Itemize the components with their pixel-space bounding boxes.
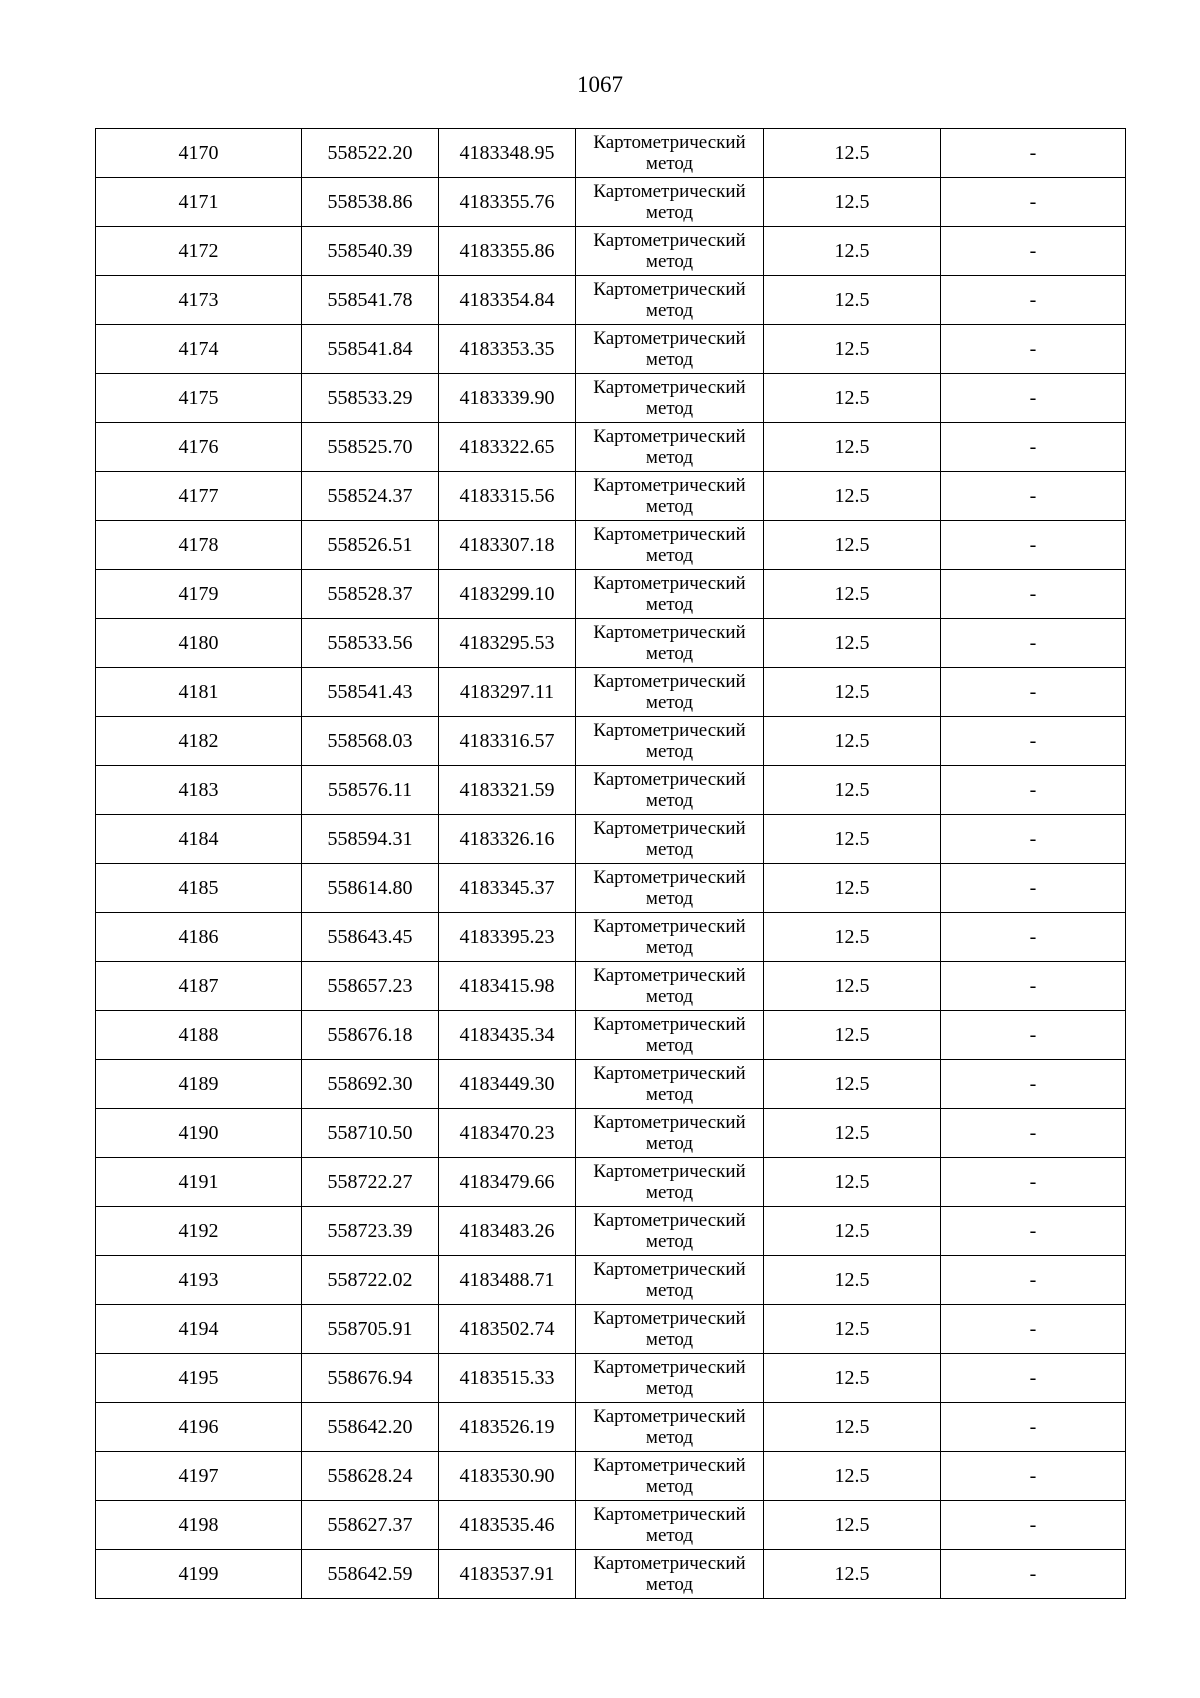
method-line-2: метод (645, 251, 694, 272)
point-number-cell: 4196 (96, 1403, 302, 1452)
x-coordinate-cell: 558541.78 (302, 276, 439, 325)
note-cell: - (941, 1550, 1126, 1599)
accuracy-cell: 12.5 (764, 668, 941, 717)
method-line-1: Картометрический (593, 1210, 746, 1231)
method-cell (576, 1501, 764, 1550)
accuracy-cell: 12.5 (764, 1550, 941, 1599)
method-line-2: метод (645, 1182, 694, 1203)
method-line-2: метод (645, 643, 694, 664)
accuracy-cell: 12.5 (764, 1011, 941, 1060)
x-coordinate-cell: 558614.80 (302, 864, 439, 913)
note-cell: - (941, 1158, 1126, 1207)
table-row (96, 521, 1126, 570)
accuracy-cell: 12.5 (764, 864, 941, 913)
method-line-2: метод (645, 1476, 694, 1497)
method-line-1: Картометрический (593, 132, 746, 153)
accuracy-cell: 12.5 (764, 276, 941, 325)
method-line-1: Картометрический (593, 573, 746, 594)
method-cell (576, 717, 764, 766)
y-coordinate-cell: 4183297.11 (439, 668, 576, 717)
point-number-cell: 4181 (96, 668, 302, 717)
point-number-cell: 4199 (96, 1550, 302, 1599)
x-coordinate-cell: 558533.56 (302, 619, 439, 668)
y-coordinate-cell: 4183535.46 (439, 1501, 576, 1550)
method-line-1: Картометрический (593, 1063, 746, 1084)
method-line-2: метод (645, 1525, 694, 1546)
coordinates-table (95, 128, 1126, 1599)
note-cell: - (941, 129, 1126, 178)
y-coordinate-cell: 4183315.56 (439, 472, 576, 521)
y-coordinate-cell: 4183395.23 (439, 913, 576, 962)
method-line-1: Картометрический (593, 1504, 746, 1525)
x-coordinate-cell: 558528.37 (302, 570, 439, 619)
method-line-2: метод (645, 202, 694, 223)
method-line-1: Картометрический (593, 720, 746, 741)
y-coordinate-cell: 4183515.33 (439, 1354, 576, 1403)
method-cell (576, 1452, 764, 1501)
y-coordinate-cell: 4183345.37 (439, 864, 576, 913)
y-coordinate-cell: 4183526.19 (439, 1403, 576, 1452)
method-line-1: Картометрический (593, 769, 746, 790)
accuracy-cell: 12.5 (764, 1109, 941, 1158)
note-cell: - (941, 766, 1126, 815)
method-line-2: метод (645, 594, 694, 615)
y-coordinate-cell: 4183321.59 (439, 766, 576, 815)
method-line-1: Картометрический (593, 524, 746, 545)
accuracy-cell: 12.5 (764, 227, 941, 276)
method-line-1: Картометрический (593, 279, 746, 300)
y-coordinate-cell: 4183435.34 (439, 1011, 576, 1060)
point-number-cell: 4173 (96, 276, 302, 325)
coordinates-table-body (96, 129, 1126, 1599)
method-cell (576, 766, 764, 815)
method-cell (576, 521, 764, 570)
x-coordinate-cell: 558642.20 (302, 1403, 439, 1452)
table-row (96, 766, 1126, 815)
accuracy-cell: 12.5 (764, 913, 941, 962)
point-number-cell: 4197 (96, 1452, 302, 1501)
method-line-1: Картометрический (593, 426, 746, 447)
x-coordinate-cell: 558710.50 (302, 1109, 439, 1158)
y-coordinate-cell: 4183449.30 (439, 1060, 576, 1109)
point-number-cell: 4179 (96, 570, 302, 619)
x-coordinate-cell: 558676.18 (302, 1011, 439, 1060)
method-cell (576, 1060, 764, 1109)
method-cell (576, 1207, 764, 1256)
note-cell: - (941, 1207, 1126, 1256)
table-row (96, 962, 1126, 1011)
method-cell (576, 1403, 764, 1452)
method-line-2: метод (645, 888, 694, 909)
y-coordinate-cell: 4183415.98 (439, 962, 576, 1011)
method-cell (576, 1011, 764, 1060)
note-cell: - (941, 815, 1126, 864)
method-cell (576, 815, 764, 864)
point-number-cell: 4187 (96, 962, 302, 1011)
x-coordinate-cell: 558576.11 (302, 766, 439, 815)
note-cell: - (941, 325, 1126, 374)
y-coordinate-cell: 4183479.66 (439, 1158, 576, 1207)
point-number-cell: 4176 (96, 423, 302, 472)
method-line-2: метод (645, 447, 694, 468)
table-row (96, 1011, 1126, 1060)
table-row (96, 1550, 1126, 1599)
method-cell (576, 227, 764, 276)
accuracy-cell: 12.5 (764, 1501, 941, 1550)
page-number: 1067 (577, 72, 623, 97)
method-cell (576, 374, 764, 423)
method-line-2: метод (645, 1574, 694, 1595)
accuracy-cell: 12.5 (764, 178, 941, 227)
table-row (96, 1158, 1126, 1207)
accuracy-cell: 12.5 (764, 570, 941, 619)
method-cell (576, 129, 764, 178)
point-number-cell: 4177 (96, 472, 302, 521)
method-line-1: Картометрический (593, 1308, 746, 1329)
point-number-cell: 4188 (96, 1011, 302, 1060)
x-coordinate-cell: 558676.94 (302, 1354, 439, 1403)
method-line-2: метод (645, 349, 694, 370)
x-coordinate-cell: 558692.30 (302, 1060, 439, 1109)
note-cell: - (941, 913, 1126, 962)
accuracy-cell: 12.5 (764, 766, 941, 815)
method-line-2: метод (645, 300, 694, 321)
method-cell (576, 178, 764, 227)
x-coordinate-cell: 558541.84 (302, 325, 439, 374)
accuracy-cell: 12.5 (764, 717, 941, 766)
x-coordinate-cell: 558723.39 (302, 1207, 439, 1256)
x-coordinate-cell: 558722.02 (302, 1256, 439, 1305)
method-line-2: метод (645, 937, 694, 958)
accuracy-cell: 12.5 (764, 815, 941, 864)
method-line-1: Картометрический (593, 1259, 746, 1280)
method-line-1: Картометрический (593, 965, 746, 986)
method-line-1: Картометрический (593, 1455, 746, 1476)
accuracy-cell: 12.5 (764, 619, 941, 668)
table-row (96, 717, 1126, 766)
method-cell (576, 668, 764, 717)
table-row (96, 1256, 1126, 1305)
point-number-cell: 4191 (96, 1158, 302, 1207)
table-row (96, 1354, 1126, 1403)
method-cell (576, 325, 764, 374)
note-cell: - (941, 1403, 1126, 1452)
accuracy-cell: 12.5 (764, 521, 941, 570)
x-coordinate-cell: 558642.59 (302, 1550, 439, 1599)
table-row (96, 570, 1126, 619)
point-number-cell: 4184 (96, 815, 302, 864)
table-row (96, 815, 1126, 864)
point-number-cell: 4198 (96, 1501, 302, 1550)
table-row (96, 472, 1126, 521)
y-coordinate-cell: 4183355.86 (439, 227, 576, 276)
y-coordinate-cell: 4183355.76 (439, 178, 576, 227)
method-line-2: метод (645, 1378, 694, 1399)
point-number-cell: 4192 (96, 1207, 302, 1256)
method-cell (576, 864, 764, 913)
accuracy-cell: 12.5 (764, 1452, 941, 1501)
table-row (96, 1452, 1126, 1501)
method-line-2: метод (645, 398, 694, 419)
accuracy-cell: 12.5 (764, 1060, 941, 1109)
method-line-1: Картометрический (593, 916, 746, 937)
accuracy-cell: 12.5 (764, 1403, 941, 1452)
note-cell: - (941, 423, 1126, 472)
y-coordinate-cell: 4183348.95 (439, 129, 576, 178)
note-cell: - (941, 864, 1126, 913)
note-cell: - (941, 472, 1126, 521)
note-cell: - (941, 178, 1126, 227)
method-line-1: Картометрический (593, 622, 746, 643)
table-row (96, 1109, 1126, 1158)
y-coordinate-cell: 4183354.84 (439, 276, 576, 325)
method-line-2: метод (645, 986, 694, 1007)
table-row (96, 619, 1126, 668)
method-cell (576, 423, 764, 472)
method-line-1: Картометрический (593, 475, 746, 496)
accuracy-cell: 12.5 (764, 1158, 941, 1207)
point-number-cell: 4189 (96, 1060, 302, 1109)
x-coordinate-cell: 558722.27 (302, 1158, 439, 1207)
point-number-cell: 4170 (96, 129, 302, 178)
y-coordinate-cell: 4183483.26 (439, 1207, 576, 1256)
y-coordinate-cell: 4183353.35 (439, 325, 576, 374)
point-number-cell: 4193 (96, 1256, 302, 1305)
x-coordinate-cell: 558594.31 (302, 815, 439, 864)
accuracy-cell: 12.5 (764, 374, 941, 423)
accuracy-cell: 12.5 (764, 129, 941, 178)
x-coordinate-cell: 558538.86 (302, 178, 439, 227)
point-number-cell: 4182 (96, 717, 302, 766)
method-cell (576, 1158, 764, 1207)
method-line-2: метод (645, 1427, 694, 1448)
method-cell (576, 472, 764, 521)
note-cell: - (941, 374, 1126, 423)
accuracy-cell: 12.5 (764, 325, 941, 374)
y-coordinate-cell: 4183322.65 (439, 423, 576, 472)
table-row (96, 864, 1126, 913)
method-line-2: метод (645, 1231, 694, 1252)
point-number-cell: 4180 (96, 619, 302, 668)
y-coordinate-cell: 4183307.18 (439, 521, 576, 570)
accuracy-cell: 12.5 (764, 962, 941, 1011)
note-cell: - (941, 1354, 1126, 1403)
accuracy-cell: 12.5 (764, 423, 941, 472)
point-number-cell: 4174 (96, 325, 302, 374)
method-line-2: метод (645, 1084, 694, 1105)
x-coordinate-cell: 558524.37 (302, 472, 439, 521)
note-cell: - (941, 668, 1126, 717)
table-row (96, 227, 1126, 276)
note-cell: - (941, 1452, 1126, 1501)
x-coordinate-cell: 558705.91 (302, 1305, 439, 1354)
x-coordinate-cell: 558525.70 (302, 423, 439, 472)
accuracy-cell: 12.5 (764, 1207, 941, 1256)
method-line-2: метод (645, 545, 694, 566)
accuracy-cell: 12.5 (764, 1256, 941, 1305)
point-number-cell: 4175 (96, 374, 302, 423)
method-cell (576, 1305, 764, 1354)
x-coordinate-cell: 558533.29 (302, 374, 439, 423)
y-coordinate-cell: 4183295.53 (439, 619, 576, 668)
table-row (96, 374, 1126, 423)
point-number-cell: 4178 (96, 521, 302, 570)
method-line-1: Картометрический (593, 1112, 746, 1133)
method-cell (576, 1354, 764, 1403)
table-row (96, 276, 1126, 325)
table-row (96, 423, 1126, 472)
y-coordinate-cell: 4183339.90 (439, 374, 576, 423)
note-cell: - (941, 1501, 1126, 1550)
y-coordinate-cell: 4183488.71 (439, 1256, 576, 1305)
point-number-cell: 4185 (96, 864, 302, 913)
table-row (96, 325, 1126, 374)
note-cell: - (941, 1011, 1126, 1060)
method-line-2: метод (645, 1329, 694, 1350)
method-cell (576, 276, 764, 325)
method-line-1: Картометрический (593, 230, 746, 251)
table-row (96, 913, 1126, 962)
method-cell (576, 570, 764, 619)
note-cell: - (941, 276, 1126, 325)
y-coordinate-cell: 4183299.10 (439, 570, 576, 619)
note-cell: - (941, 717, 1126, 766)
method-line-1: Картометрический (593, 1014, 746, 1035)
x-coordinate-cell: 558540.39 (302, 227, 439, 276)
table-row (96, 1207, 1126, 1256)
method-cell (576, 913, 764, 962)
point-number-cell: 4194 (96, 1305, 302, 1354)
x-coordinate-cell: 558522.20 (302, 129, 439, 178)
table-row (96, 178, 1126, 227)
method-line-1: Картометрический (593, 1161, 746, 1182)
method-cell (576, 619, 764, 668)
point-number-cell: 4172 (96, 227, 302, 276)
method-line-1: Картометрический (593, 1553, 746, 1574)
method-line-2: метод (645, 496, 694, 517)
note-cell: - (941, 1109, 1126, 1158)
table-row (96, 1501, 1126, 1550)
note-cell: - (941, 227, 1126, 276)
note-cell: - (941, 1060, 1126, 1109)
note-cell: - (941, 1256, 1126, 1305)
point-number-cell: 4190 (96, 1109, 302, 1158)
method-line-2: метод (645, 1280, 694, 1301)
x-coordinate-cell: 558541.43 (302, 668, 439, 717)
method-line-1: Картометрический (593, 377, 746, 398)
method-line-2: метод (645, 790, 694, 811)
y-coordinate-cell: 4183316.57 (439, 717, 576, 766)
y-coordinate-cell: 4183530.90 (439, 1452, 576, 1501)
method-cell (576, 962, 764, 1011)
method-line-1: Картометрический (593, 1406, 746, 1427)
y-coordinate-cell: 4183326.16 (439, 815, 576, 864)
method-line-1: Картометрический (593, 181, 746, 202)
method-cell (576, 1109, 764, 1158)
accuracy-cell: 12.5 (764, 1305, 941, 1354)
accuracy-cell: 12.5 (764, 472, 941, 521)
y-coordinate-cell: 4183502.74 (439, 1305, 576, 1354)
note-cell: - (941, 962, 1126, 1011)
method-line-2: метод (645, 1035, 694, 1056)
method-line-2: метод (645, 741, 694, 762)
note-cell: - (941, 521, 1126, 570)
method-line-1: Картометрический (593, 1357, 746, 1378)
point-number-cell: 4183 (96, 766, 302, 815)
point-number-cell: 4195 (96, 1354, 302, 1403)
x-coordinate-cell: 558627.37 (302, 1501, 439, 1550)
table-row (96, 1403, 1126, 1452)
x-coordinate-cell: 558526.51 (302, 521, 439, 570)
x-coordinate-cell: 558643.45 (302, 913, 439, 962)
note-cell: - (941, 1305, 1126, 1354)
method-line-2: метод (645, 839, 694, 860)
x-coordinate-cell: 558657.23 (302, 962, 439, 1011)
accuracy-cell: 12.5 (764, 1354, 941, 1403)
y-coordinate-cell: 4183537.91 (439, 1550, 576, 1599)
method-line-1: Картометрический (593, 671, 746, 692)
method-line-1: Картометрический (593, 867, 746, 888)
method-cell (576, 1550, 764, 1599)
table-row (96, 1305, 1126, 1354)
method-cell (576, 1256, 764, 1305)
method-line-1: Картометрический (593, 818, 746, 839)
point-number-cell: 4171 (96, 178, 302, 227)
note-cell: - (941, 570, 1126, 619)
y-coordinate-cell: 4183470.23 (439, 1109, 576, 1158)
point-number-cell: 4186 (96, 913, 302, 962)
method-line-2: метод (645, 1133, 694, 1154)
note-cell: - (941, 619, 1126, 668)
method-line-2: метод (645, 692, 694, 713)
table-row (96, 668, 1126, 717)
table-row (96, 1060, 1126, 1109)
method-line-1: Картометрический (593, 328, 746, 349)
table-row (96, 129, 1126, 178)
method-line-2: метод (645, 153, 694, 174)
x-coordinate-cell: 558568.03 (302, 717, 439, 766)
x-coordinate-cell: 558628.24 (302, 1452, 439, 1501)
